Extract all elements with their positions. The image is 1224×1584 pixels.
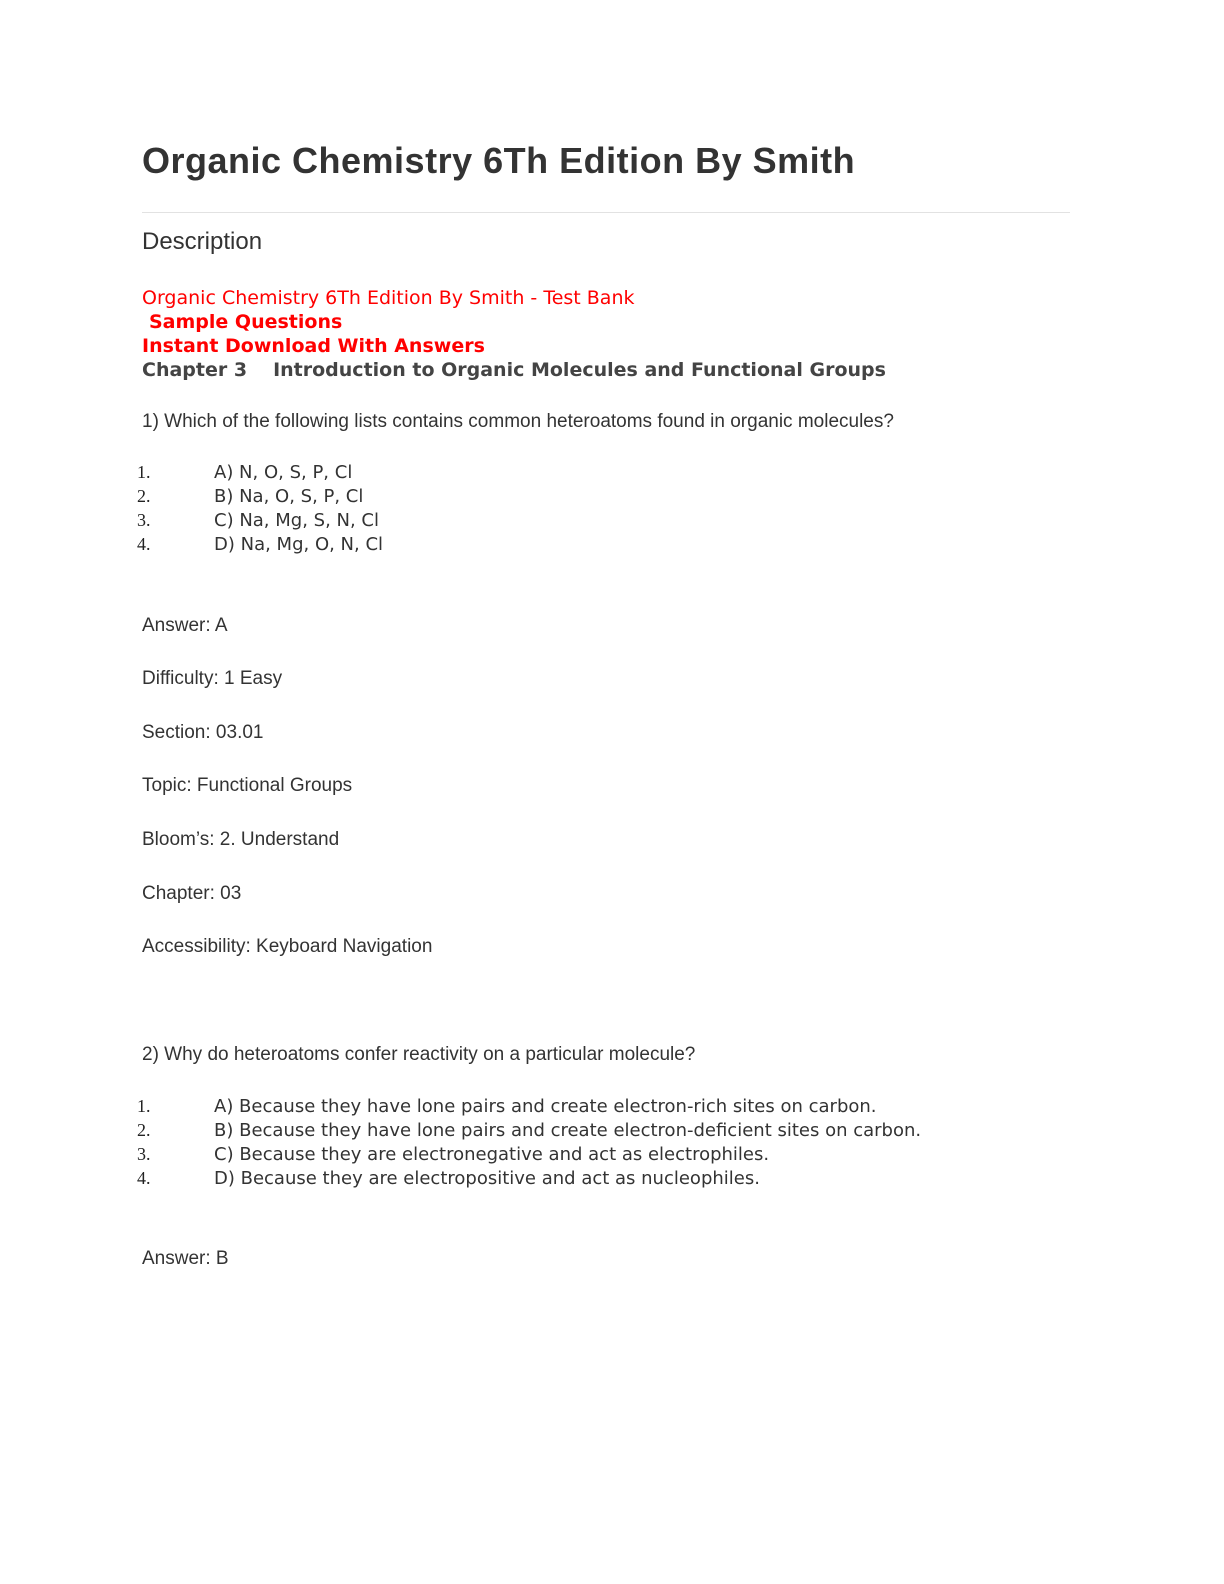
chapter-title: Introduction to Organic Molecules and Functional Groups: [273, 359, 886, 381]
description-heading: Description: [142, 228, 263, 255]
chapter-text: Chapter: 03: [142, 883, 242, 904]
accessibility-text: Accessibility: Keyboard Navigation: [142, 936, 433, 957]
answer-text: Answer: A: [142, 615, 228, 636]
topic-text: Topic: Functional Groups: [142, 775, 353, 796]
option-number: 1.: [137, 1096, 151, 1116]
option-text: B) Because they have lone pairs and create electron-deficient sites on carbon.: [214, 1120, 922, 1141]
option-number: 2.: [137, 1120, 151, 1140]
test-bank-line: Organic Chemistry 6Th Edition By Smith - Test Bank: [142, 287, 635, 309]
option-text: D) Because they are electropositive and act as nucleophiles.: [214, 1168, 760, 1189]
chapter-label: Chapter 3: [142, 359, 248, 381]
option-number: 1.: [137, 462, 151, 482]
chapter-heading: [142, 359, 886, 381]
option-text: D) Na, Mg, O, N, Cl: [214, 534, 384, 555]
question-2-text: 2) Why do heteroatoms confer reactivity on a particular molecule?: [142, 1044, 696, 1065]
option-text: C) Na, Mg, S, N, Cl: [214, 510, 379, 531]
answer-text: Answer: B: [142, 1248, 229, 1269]
section-text: Section: 03.01: [142, 722, 264, 743]
instant-download-line: Instant Download With Answers: [142, 335, 485, 357]
option-number: 3.: [137, 1144, 151, 1164]
option-number: 2.: [137, 486, 151, 506]
option-text: B) Na, O, S, P, Cl: [214, 486, 364, 507]
blooms-text: Bloom’s: 2. Understand: [142, 829, 340, 850]
option-text: A) Because they have lone pairs and create electron-rich sites on carbon.: [214, 1096, 877, 1117]
title-divider: [142, 212, 1070, 213]
difficulty-text: Difficulty: 1 Easy: [142, 668, 283, 689]
option-number: 4.: [137, 1168, 151, 1188]
option-number: 4.: [137, 534, 151, 554]
option-number: 3.: [137, 510, 151, 530]
question-1-text: 1) Which of the following lists contains common heteroatoms found in organic molecules?: [142, 411, 894, 432]
sample-questions-line: Sample Questions: [149, 311, 343, 333]
page-title: Organic Chemistry 6Th Edition By Smith: [142, 140, 856, 181]
option-text: A) N, O, S, P, Cl: [214, 462, 353, 483]
option-text: C) Because they are electronegative and act as electrophiles.: [214, 1144, 770, 1165]
